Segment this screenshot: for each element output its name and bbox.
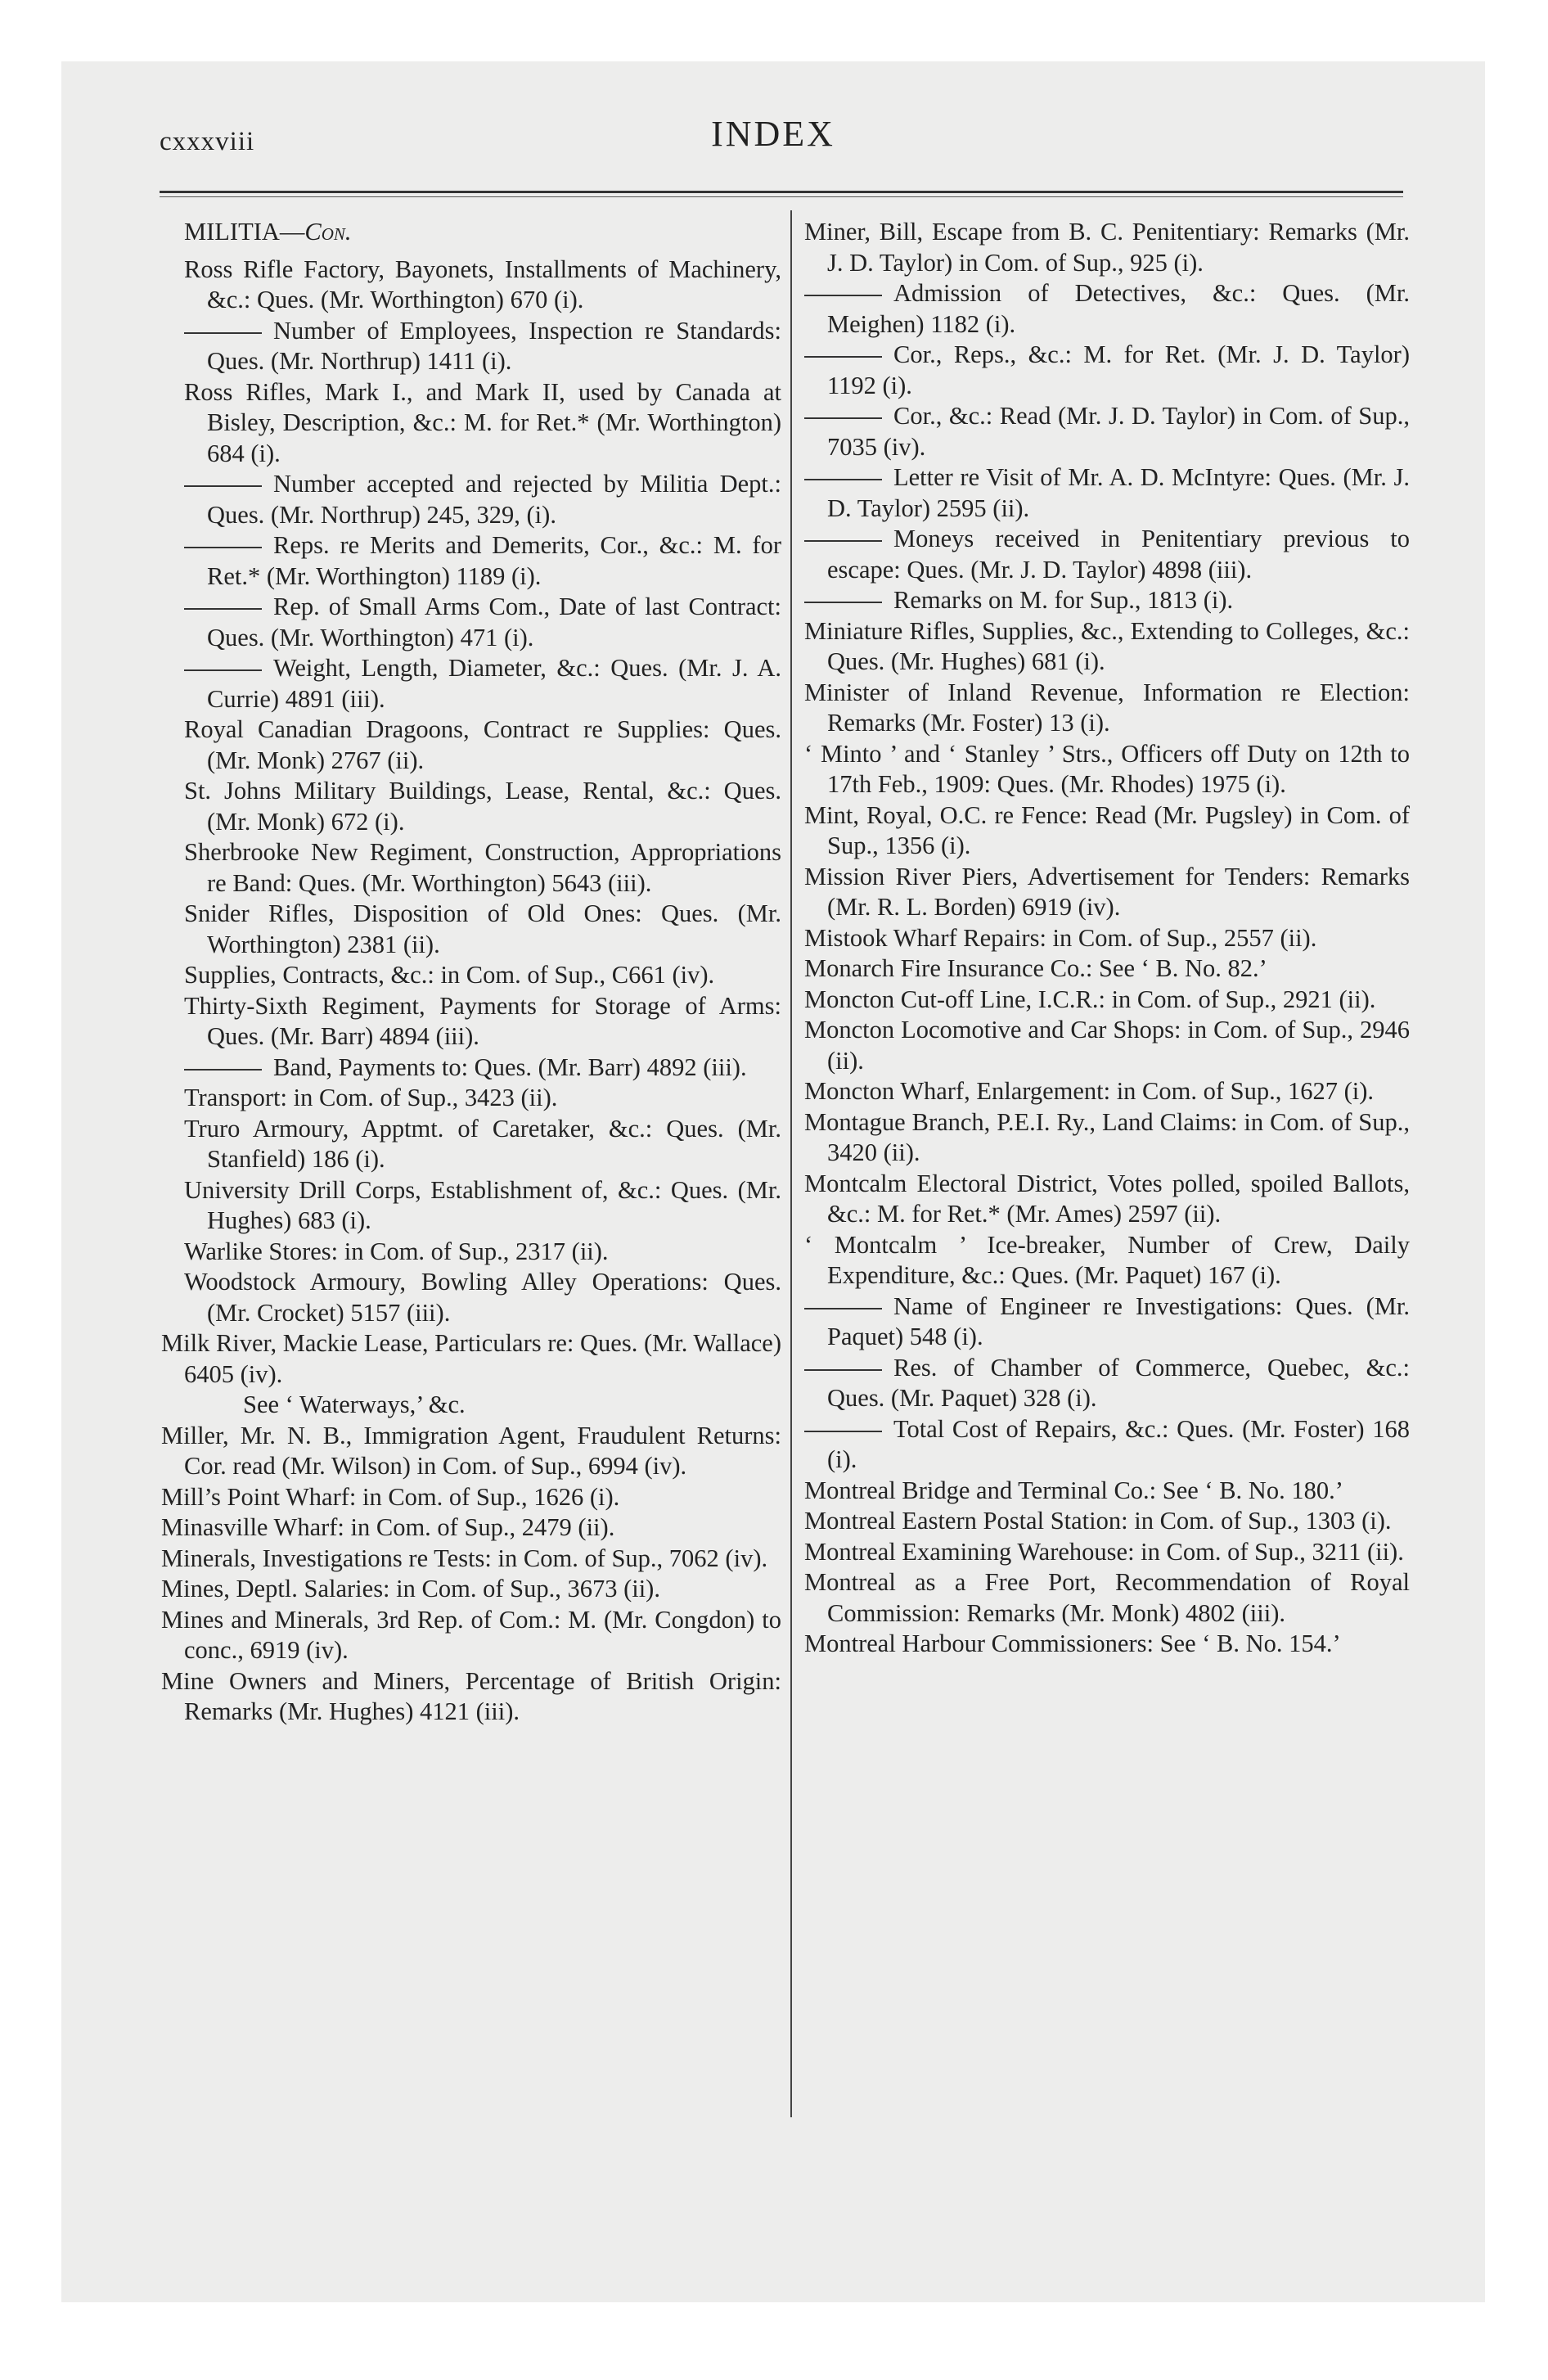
entry-text: Royal Canadian Dragoons, Contract re Supplies: Ques. (Mr. Monk) 2767 (ii). bbox=[184, 715, 781, 774]
entry-text: Thirty-Sixth Regiment, Payments for Storage of Arms: Ques. (Mr. Barr) 4894 (iii). bbox=[184, 991, 781, 1050]
entry-text: Woodstock Armoury, Bowling Alley Operations: Ques. (Mr. Crocket) 5157 (iii). bbox=[184, 1268, 781, 1327]
index-entry bbox=[804, 800, 1410, 862]
entry-text: Reps. re Merits and Demerits, Cor., &c.: M. for Ret.* (Mr. Worthington) 1189 (i). bbox=[207, 531, 781, 590]
index-entry bbox=[804, 985, 1410, 1016]
entry-text: Mint, Royal, O.C. re Fence: Read (Mr. Pugsley) in Com. of Sup., 1356 (i). bbox=[804, 800, 1410, 859]
heading-main: MILITIA— bbox=[184, 218, 305, 246]
entry-text: St. Johns Military Buildings, Lease, Rental, &c.: Ques. (Mr. Monk) 672 (i). bbox=[184, 777, 781, 836]
index-entry bbox=[804, 462, 1410, 524]
right-column bbox=[804, 217, 1410, 1660]
entry-text: Ross Rifles, Mark I., and Mark II, used by Canada at Bisley, Description, &c.: M. for Ret.* (Mr. Worthington) 684 (i). bbox=[184, 377, 781, 467]
left-column bbox=[161, 217, 782, 1728]
index-entry bbox=[184, 1053, 781, 1084]
entry-text: Montreal Eastern Postal Station: in Com. of Sup., 1303 (i). bbox=[804, 1507, 1392, 1535]
entry-text: Miller, Mr. N. B., Immigration Agent, Fraudulent Returns: Cor. read (Mr. Wilson) in Com. of Sup., 6994 (iv). bbox=[161, 1421, 781, 1480]
index-entry bbox=[184, 960, 781, 991]
entry-text: Snider Rifles, Disposition of Old Ones: Ques. (Mr. Worthington) 2381 (ii). bbox=[184, 899, 781, 958]
ditto-dash bbox=[804, 602, 882, 603]
ditto-dash bbox=[804, 295, 882, 296]
index-entry bbox=[184, 1390, 781, 1421]
entry-text: Minister of Inland Revenue, Information re Election: Remarks (Mr. Foster) 13 (i). bbox=[804, 678, 1410, 737]
index-entry bbox=[804, 1291, 1410, 1353]
entry-text: Rep. of Small Arms Com., Date of last Contract: Ques. (Mr. Worthington) 471 (i). bbox=[207, 593, 781, 651]
index-entry bbox=[184, 1175, 781, 1237]
ditto-dash bbox=[184, 547, 262, 548]
ditto-dash bbox=[184, 669, 262, 671]
index-entry bbox=[161, 1482, 781, 1513]
index-entry bbox=[804, 1537, 1410, 1568]
entry-text: Moncton Cut-off Line, I.C.R.: in Com. of Sup., 2921 (ii). bbox=[804, 985, 1376, 1013]
index-entry bbox=[184, 316, 781, 377]
index-entry bbox=[804, 616, 1410, 678]
index-entry bbox=[184, 653, 781, 714]
entry-text: Mines, Deptl. Salaries: in Com. of Sup., 3673 (ii). bbox=[161, 1575, 660, 1602]
heading-continued: Con. bbox=[304, 218, 352, 246]
index-entry bbox=[804, 1414, 1410, 1476]
index-entry bbox=[804, 1230, 1410, 1291]
ditto-dash bbox=[184, 485, 262, 487]
index-entry bbox=[804, 585, 1410, 616]
ditto-dash bbox=[804, 1431, 882, 1432]
ditto-dash bbox=[804, 479, 882, 480]
index-entry bbox=[804, 1015, 1410, 1076]
index-entry bbox=[161, 1421, 781, 1482]
entry-text: Sherbrooke New Regiment, Construction, Appropriations re Band: Ques. (Mr. Worthington) 5643 (iii). bbox=[184, 838, 781, 897]
index-entry bbox=[161, 1512, 781, 1544]
entry-text: Moncton Locomotive and Car Shops: in Com. of Sup., 2946 (ii). bbox=[804, 1016, 1410, 1075]
entry-text: University Drill Corps, Establishment of, &c.: Ques. (Mr. Hughes) 683 (i). bbox=[184, 1175, 781, 1234]
entry-text: Mine Owners and Miners, Percentage of British Origin: Remarks (Mr. Hughes) 4121 (iii). bbox=[161, 1666, 781, 1725]
index-entry bbox=[161, 1574, 781, 1605]
entry-text: Moncton Wharf, Enlargement: in Com. of Sup., 1627 (i). bbox=[804, 1077, 1375, 1105]
section-heading bbox=[161, 217, 781, 248]
index-entry bbox=[184, 377, 781, 470]
index-entry bbox=[804, 217, 1410, 278]
entry-text: Admission of Detectives, &c.: Ques. (Mr. Meighen) 1182 (i). bbox=[827, 279, 1410, 338]
entry-text: Miner, Bill, Escape from B. C. Penitentiary: Remarks (Mr. J. D. Taylor) in Com. of Sup., 925 (i). bbox=[804, 218, 1410, 277]
entry-text: Minasville Wharf: in Com. of Sup., 2479 (ii). bbox=[161, 1513, 615, 1541]
index-entry bbox=[184, 776, 781, 837]
entry-text: Montreal Examining Warehouse: in Com. of Sup., 3211 (ii). bbox=[804, 1537, 1404, 1566]
index-entry bbox=[184, 255, 781, 316]
index-entry bbox=[804, 923, 1410, 954]
ditto-dash bbox=[184, 608, 262, 610]
ditto-dash bbox=[184, 332, 262, 334]
index-page bbox=[61, 61, 1485, 2302]
index-entry bbox=[184, 592, 781, 653]
index-entry bbox=[804, 678, 1410, 739]
index-entry bbox=[184, 1237, 781, 1268]
entry-text: Remarks on M. for Sup., 1813 (i). bbox=[893, 586, 1234, 614]
index-entry bbox=[804, 1567, 1410, 1629]
entry-text: Mines and Minerals, 3rd Rep. of Com.: M. (Mr. Congdon) to conc., 6919 (iv). bbox=[161, 1605, 781, 1664]
ditto-dash bbox=[804, 540, 882, 542]
ditto-dash bbox=[804, 1369, 882, 1371]
header-rule-thin bbox=[160, 196, 1403, 197]
ditto-dash bbox=[804, 417, 882, 419]
ditto-dash bbox=[184, 1069, 262, 1071]
entry-text: Warlike Stores: in Com. of Sup., 2317 (ii). bbox=[184, 1237, 609, 1265]
index-entry bbox=[804, 1353, 1410, 1414]
index-entry bbox=[804, 1076, 1410, 1107]
entry-text: Ross Rifle Factory, Bayonets, Installments of Machinery, &c.: Ques. (Mr. Worthington) 670 (i). bbox=[184, 255, 781, 313]
index-entry bbox=[804, 278, 1410, 340]
index-entry bbox=[161, 1605, 781, 1666]
entry-text: Minerals, Investigations re Tests: in Com. of Sup., 7062 (iv). bbox=[161, 1544, 768, 1572]
entry-text: ‘ Minto ’ and ‘ Stanley ’ Strs., Officers off Duty on 12th to 17th Feb., 1909: Ques. (Mr. Rhodes) 1975 (i). bbox=[804, 739, 1410, 798]
index-entry bbox=[184, 530, 781, 592]
ditto-dash bbox=[804, 1308, 882, 1309]
index-entry bbox=[804, 1629, 1410, 1660]
entry-text: Res. of Chamber of Commerce, Quebec, &c.: Ques. (Mr. Paquet) 328 (i). bbox=[827, 1353, 1410, 1412]
entry-text: Transport: in Com. of Sup., 3423 (ii). bbox=[184, 1084, 558, 1111]
ditto-dash bbox=[804, 356, 882, 358]
running-head: INDEX bbox=[711, 114, 835, 154]
entry-text: Monarch Fire Insurance Co.: See ‘ B. No. 82.’ bbox=[804, 954, 1267, 982]
index-entry bbox=[804, 1107, 1410, 1169]
entry-text: Name of Engineer re Investigations: Ques. (Mr. Paquet) 548 (i). bbox=[827, 1291, 1410, 1350]
index-entry bbox=[804, 862, 1410, 923]
entry-text: Milk River, Mackie Lease, Particulars re: Ques. (Mr. Wallace) 6405 (iv). bbox=[161, 1329, 782, 1388]
entry-text: Supplies, Contracts, &c.: in Com. of Sup., C661 (iv). bbox=[184, 961, 715, 989]
index-entry bbox=[161, 1666, 781, 1728]
entry-text: Band, Payments to: Ques. (Mr. Barr) 4892 (iii). bbox=[273, 1053, 747, 1081]
entry-text: Mistook Wharf Repairs: in Com. of Sup., 2557 (ii). bbox=[804, 923, 1317, 952]
entry-text: See ‘ Waterways,’ &c. bbox=[243, 1391, 466, 1418]
entry-text: Truro Armoury, Apptmt. of Caretaker, &c.: Ques. (Mr. Stanfield) 186 (i). bbox=[184, 1114, 781, 1173]
entry-text: Montreal Harbour Commissioners: See ‘ B. No. 154.’ bbox=[804, 1629, 1341, 1657]
index-entry bbox=[804, 1476, 1410, 1507]
entry-text: Montreal Bridge and Terminal Co.: See ‘ B. No. 180.’ bbox=[804, 1476, 1343, 1504]
column-divider bbox=[790, 210, 792, 2117]
entry-text: Cor., &c.: Read (Mr. J. D. Taylor) in Com. of Sup., 7035 (iv). bbox=[827, 402, 1410, 461]
entry-text: Total Cost of Repairs, &c.: Ques. (Mr. Foster) 168 (i). bbox=[827, 1414, 1410, 1473]
entry-text: Miniature Rifles, Supplies, &c., Extending to Colleges, &c.: Ques. (Mr. Hughes) 681 (i). bbox=[804, 616, 1410, 675]
entry-text: Mill’s Point Wharf: in Com. of Sup., 1626 (i). bbox=[161, 1482, 620, 1511]
index-entry bbox=[184, 899, 781, 960]
index-entry bbox=[804, 524, 1410, 585]
index-entry bbox=[161, 1544, 781, 1575]
index-entry bbox=[184, 837, 781, 899]
entry-text: Montreal as a Free Port, Recommendation of Royal Commission: Remarks (Mr. Monk) 4802 (iii). bbox=[804, 1568, 1410, 1627]
page-number: cxxxviii bbox=[160, 127, 255, 156]
index-entry bbox=[184, 991, 781, 1053]
entry-text: Montague Branch, P.E.I. Ry., Land Claims: in Com. of Sup., 3420 (ii). bbox=[804, 1107, 1410, 1166]
index-entry bbox=[804, 953, 1410, 985]
index-entry bbox=[184, 1114, 781, 1175]
index-entry bbox=[184, 1083, 781, 1114]
index-entry bbox=[161, 1328, 781, 1390]
index-entry bbox=[804, 739, 1410, 800]
index-entry bbox=[804, 1169, 1410, 1230]
index-entry bbox=[184, 714, 781, 776]
entry-text: Weight, Length, Diameter, &c.: Ques. (Mr. J. A. Currie) 4891 (iii). bbox=[207, 654, 781, 713]
index-entry bbox=[184, 1267, 781, 1328]
entry-text: Letter re Visit of Mr. A. D. McIntyre: Ques. (Mr. J. D. Taylor) 2595 (ii). bbox=[827, 463, 1410, 522]
entry-text: ‘ Montcalm ’ Ice-breaker, Number of Crew, Daily Expenditure, &c.: Ques. (Mr. Paquet) 167 (i). bbox=[804, 1230, 1410, 1289]
index-entry bbox=[804, 340, 1410, 401]
entry-text: Cor., Reps., &c.: M. for Ret. (Mr. J. D. Taylor) 1192 (i). bbox=[827, 340, 1410, 399]
entry-text: Montcalm Electoral District, Votes polled, spoiled Ballots, &c.: M. for Ret.* (Mr. Ames) 2597 (ii). bbox=[804, 1169, 1410, 1228]
entry-text: Mission River Piers, Advertisement for Tenders: Remarks (Mr. R. L. Borden) 6919 (iv). bbox=[804, 862, 1410, 921]
index-entry bbox=[184, 469, 781, 530]
index-entry bbox=[804, 1506, 1410, 1537]
entry-text: Moneys received in Penitentiary previous to escape: Ques. (Mr. J. D. Taylor) 4898 (iii). bbox=[827, 525, 1410, 584]
entry-text: Number of Employees, Inspection re Standards: Ques. (Mr. Northrup) 1411 (i). bbox=[207, 316, 781, 375]
index-entry bbox=[804, 401, 1410, 462]
entry-text: Number accepted and rejected by Militia Dept.: Ques. (Mr. Northrup) 245, 329, (i). bbox=[207, 470, 781, 529]
header-rule bbox=[160, 191, 1403, 193]
